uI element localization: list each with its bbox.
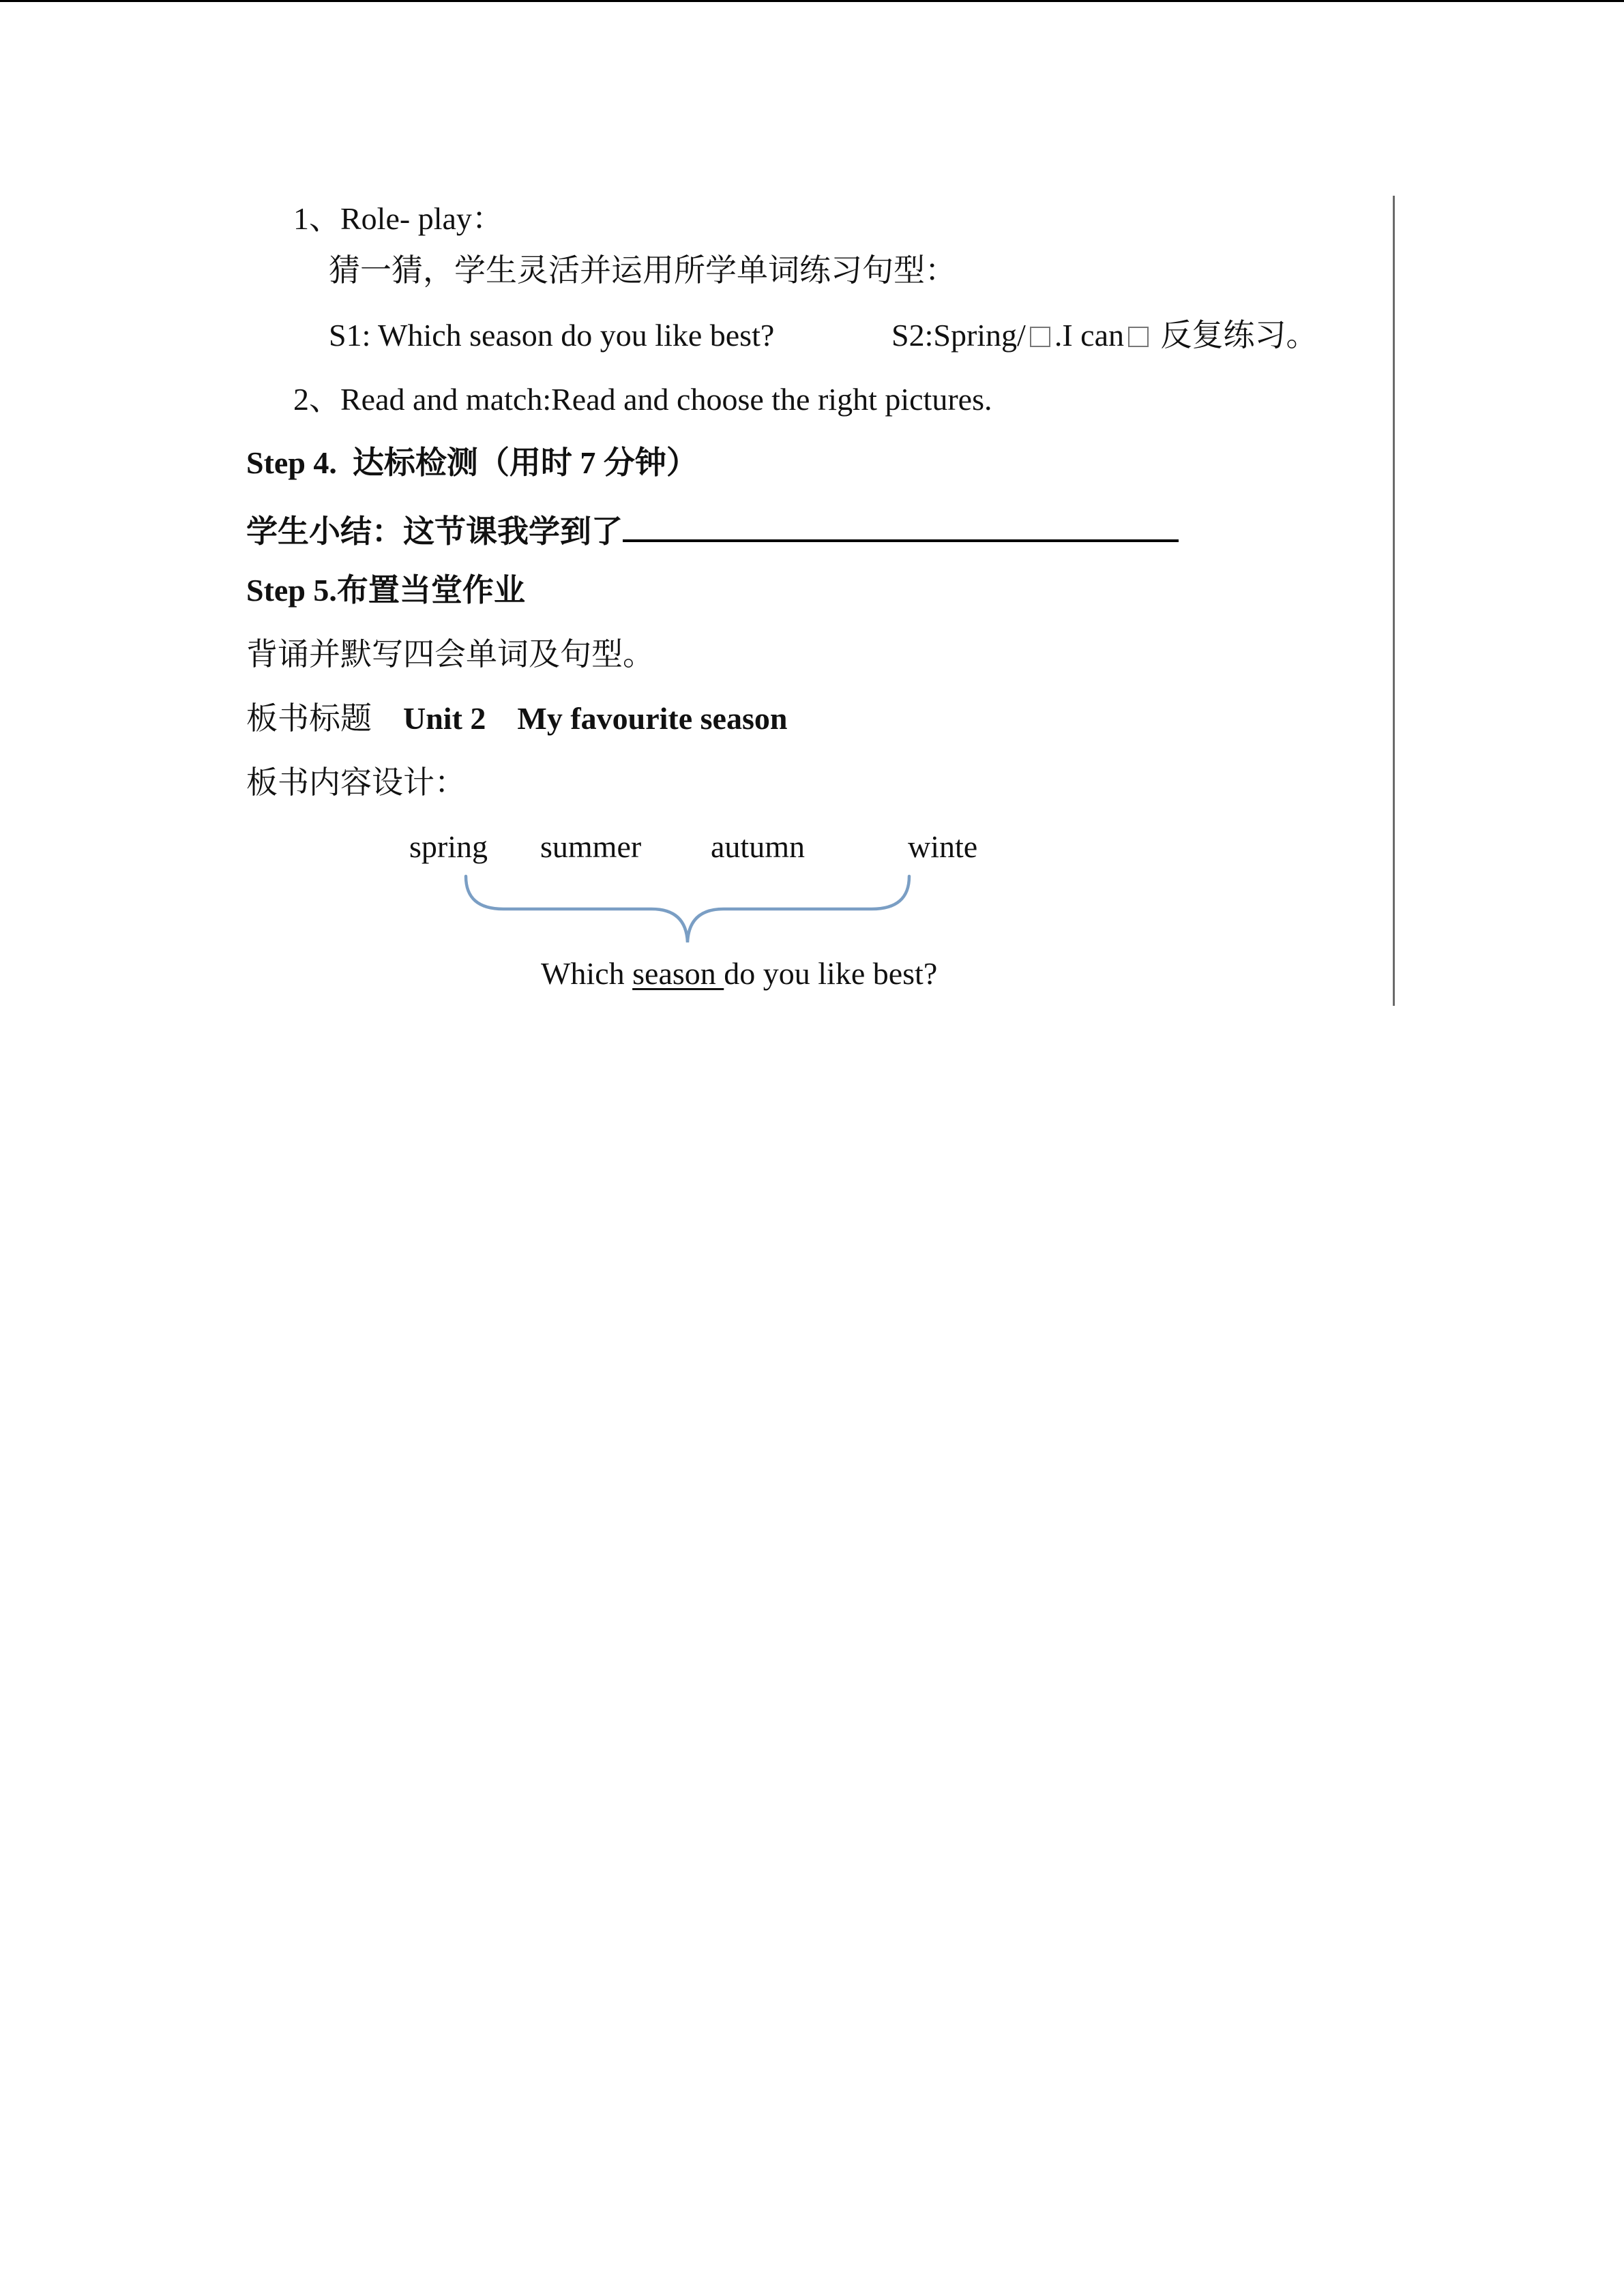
sentence-underlined: season	[632, 956, 724, 991]
homework-line: 背诵并默写四会单词及句型。	[246, 637, 654, 672]
unit-title: My favourite season	[517, 701, 788, 736]
sentence-after: do you like best?	[724, 956, 938, 991]
board-sentence	[541, 955, 937, 993]
read-match-line: 2、Read and match:Read and choose the right pictures.	[293, 382, 992, 417]
board-design-label: 板书内容设计：	[246, 765, 466, 800]
season-word: summer	[540, 829, 642, 864]
curly-brace	[466, 876, 909, 942]
summary-label: 学生小结：这节课我学到了	[246, 514, 623, 549]
season-word: spring	[409, 829, 488, 864]
season-word: autumn	[711, 829, 805, 864]
s1-line: S1: Which season do you like best?	[329, 318, 775, 353]
sentence-before: Which	[541, 956, 633, 991]
s2-prefix: S2:Spring/	[891, 318, 1026, 353]
step5-heading: Step 5.布置当堂作业	[246, 573, 525, 608]
season-word: winte	[908, 829, 978, 864]
step4-heading: Step 4. 达标检测（用时 7 分钟）	[246, 445, 698, 480]
s2-suffix: 反复练习。	[1160, 318, 1318, 353]
board-title-label: 板书标题	[246, 701, 372, 736]
role-play-intro: 猜一猜，学生灵活并运用所学单词练习句型：	[329, 253, 956, 288]
s2-middle: .I can	[1054, 318, 1124, 353]
role-play-heading: 1、Role- play：	[293, 201, 503, 236]
unit-label: Unit 2	[403, 701, 486, 736]
